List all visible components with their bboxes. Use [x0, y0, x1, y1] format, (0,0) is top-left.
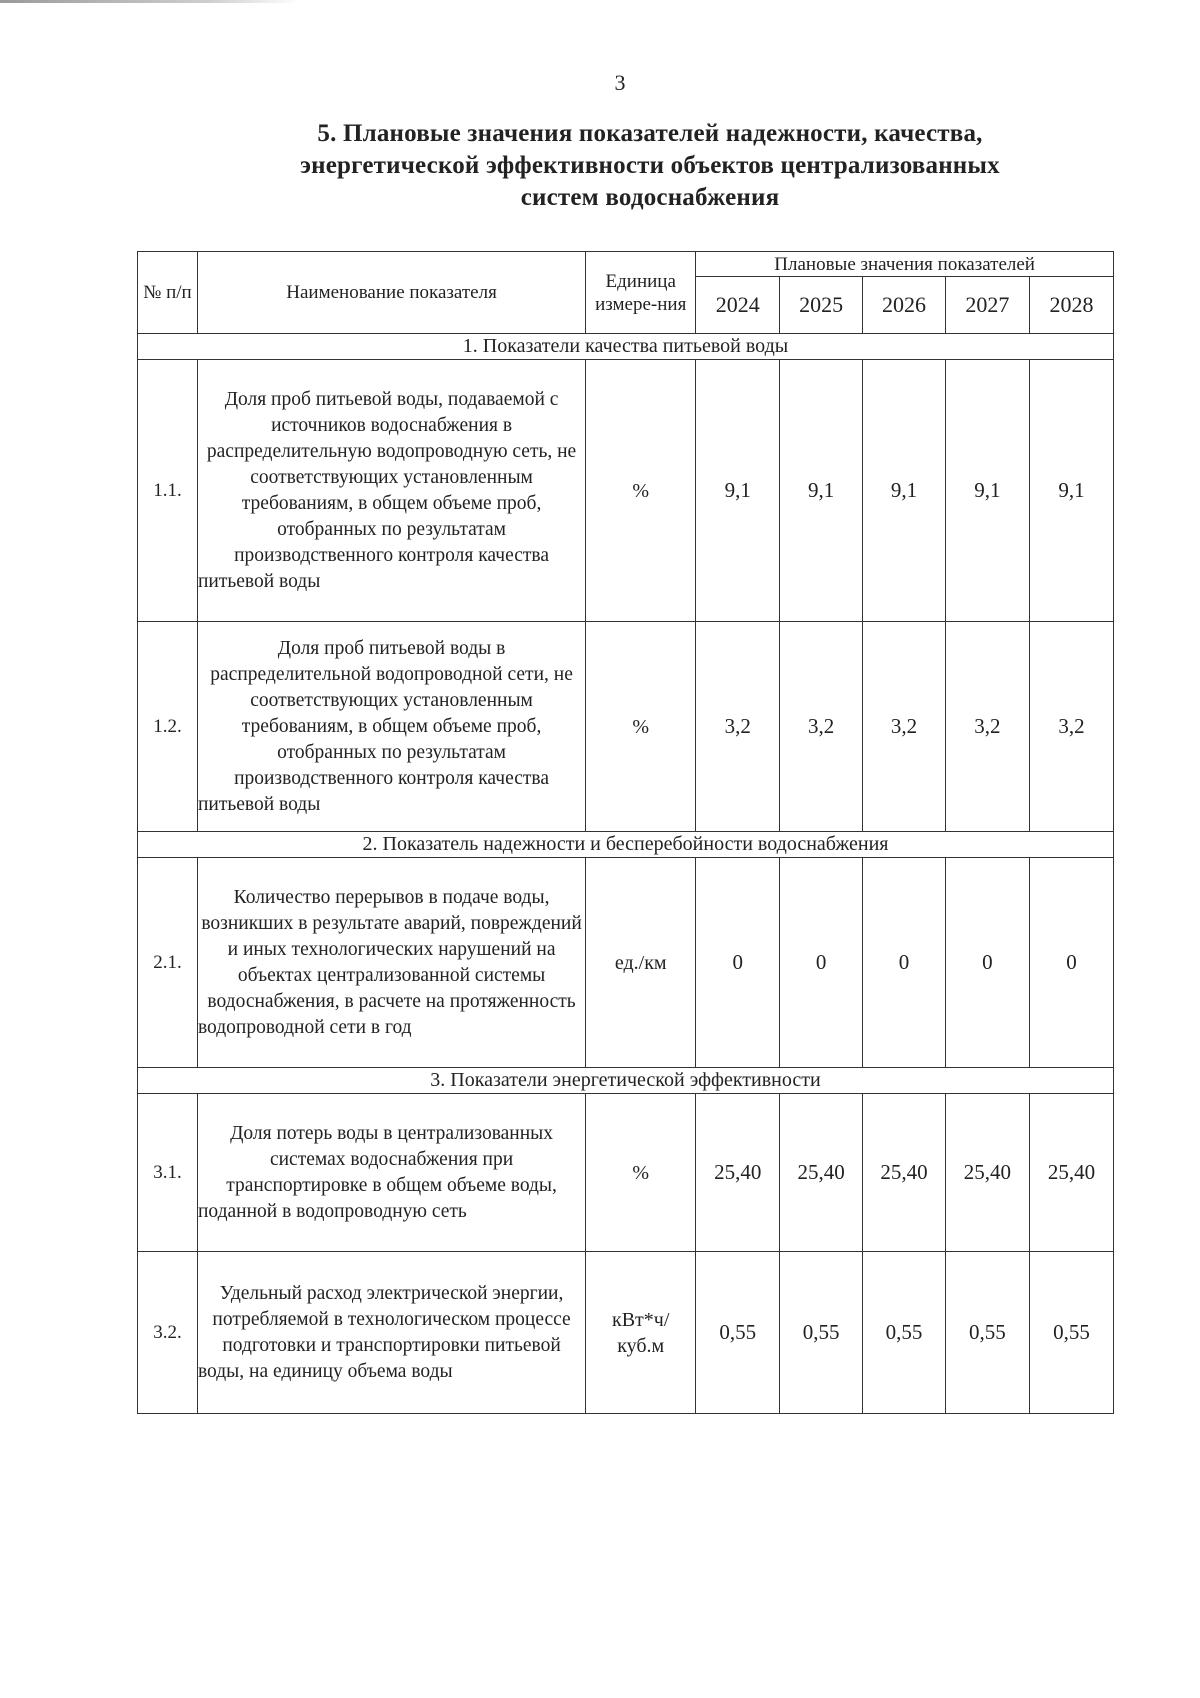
- value-cell: 3,2: [863, 622, 946, 832]
- header-year: 2025: [780, 277, 863, 334]
- title-line-1: 5. Плановые значения показателей надежности, качества,: [317, 120, 983, 147]
- row-number: 3.2.: [138, 1252, 198, 1414]
- section-title: 2. Показатель надежности и бесперебойности водоснабжения: [138, 832, 1114, 858]
- value-cell: 0,55: [863, 1252, 946, 1414]
- indicators-table: [137, 251, 1114, 1414]
- header-planned-values: Плановые значения показателей: [696, 252, 1114, 277]
- row-number: 1.2.: [138, 622, 198, 832]
- table-row: [138, 1094, 1114, 1252]
- table-row: [138, 360, 1114, 622]
- value-cell: 9,1: [696, 360, 780, 622]
- value-cell: 0,55: [696, 1252, 780, 1414]
- row-number: 3.1.: [138, 1094, 198, 1252]
- section-title: 1. Показатели качества питьевой воды: [138, 334, 1114, 360]
- value-cell: 3,2: [780, 622, 863, 832]
- header-name: Наименование показателя: [197, 252, 585, 334]
- header-year: 2027: [945, 277, 1029, 334]
- value-cell: 0: [863, 858, 946, 1068]
- value-cell: 9,1: [863, 360, 946, 622]
- value-cell: 9,1: [780, 360, 863, 622]
- indicator-name: Доля проб питьевой воды в распределительной водопроводной сети, не соответствующих установленным требованиям, в общем объеме проб, отобранных по результатам производственного контроля качества питьевой воды: [197, 622, 585, 832]
- value-cell: 25,40: [696, 1094, 780, 1252]
- header-year: 2026: [863, 277, 946, 334]
- header-year: 2028: [1029, 277, 1113, 334]
- value-cell: 9,1: [945, 360, 1029, 622]
- indicator-name: Количество перерывов в подаче воды, возникших в результате аварий, повреждений и иных технологических нарушений на объектах централизованной системы водоснабжения, в расчете на протяженность водопроводной сети в год: [197, 858, 585, 1068]
- document-title: [150, 118, 1150, 214]
- table-row: [138, 622, 1114, 832]
- row-number: 1.1.: [138, 360, 198, 622]
- table-row: [138, 1252, 1114, 1414]
- title-line-3: систем водоснабжения: [520, 184, 780, 211]
- page-number: 3: [614, 70, 626, 95]
- value-cell: 0: [696, 858, 780, 1068]
- indicator-name: Удельный расход электрической энергии, потребляемой в технологическом процессе подготовки и транспортировки питьевой воды, на единицу объема воды: [197, 1252, 585, 1414]
- unit-cell: кВт*ч/ куб.м: [586, 1252, 696, 1414]
- unit-cell: %: [586, 1094, 696, 1252]
- value-cell: 25,40: [945, 1094, 1029, 1252]
- value-cell: 25,40: [780, 1094, 863, 1252]
- value-cell: 0,55: [780, 1252, 863, 1414]
- value-cell: 0: [945, 858, 1029, 1068]
- scan-edge-artifact: [0, 0, 300, 3]
- value-cell: 25,40: [1029, 1094, 1113, 1252]
- value-cell: 0,55: [945, 1252, 1029, 1414]
- indicator-name: Доля проб питьевой воды, подаваемой с источников водоснабжения в распределительную водопроводную сеть, не соответствующих установленным требованиям, в общем объеме проб, отобранных по результатам производственного контроля качества питьевой воды: [197, 360, 585, 622]
- value-cell: 0: [780, 858, 863, 1068]
- value-cell: 25,40: [863, 1094, 946, 1252]
- section-title: 3. Показатели энергетической эффективности: [138, 1068, 1114, 1094]
- value-cell: 3,2: [696, 622, 780, 832]
- value-cell: 0: [1029, 858, 1113, 1068]
- indicator-name: Доля потерь воды в централизованных системах водоснабжения при транспортировке в общем объеме воды, поданной в водопроводную сеть: [197, 1094, 585, 1252]
- header-num: № п/п: [138, 252, 198, 334]
- unit-cell: %: [586, 622, 696, 832]
- table-row: [138, 858, 1114, 1068]
- value-cell: 9,1: [1029, 360, 1113, 622]
- value-cell: 3,2: [1029, 622, 1113, 832]
- row-number: 2.1.: [138, 858, 198, 1068]
- header-year: 2024: [696, 277, 780, 334]
- title-line-2: энергетической эффективности объектов централизованных: [300, 152, 1000, 179]
- unit-cell: %: [586, 360, 696, 622]
- value-cell: 3,2: [945, 622, 1029, 832]
- header-unit: Единица измере-ния: [586, 252, 696, 334]
- unit-cell: ед./км: [586, 858, 696, 1068]
- value-cell: 0,55: [1029, 1252, 1113, 1414]
